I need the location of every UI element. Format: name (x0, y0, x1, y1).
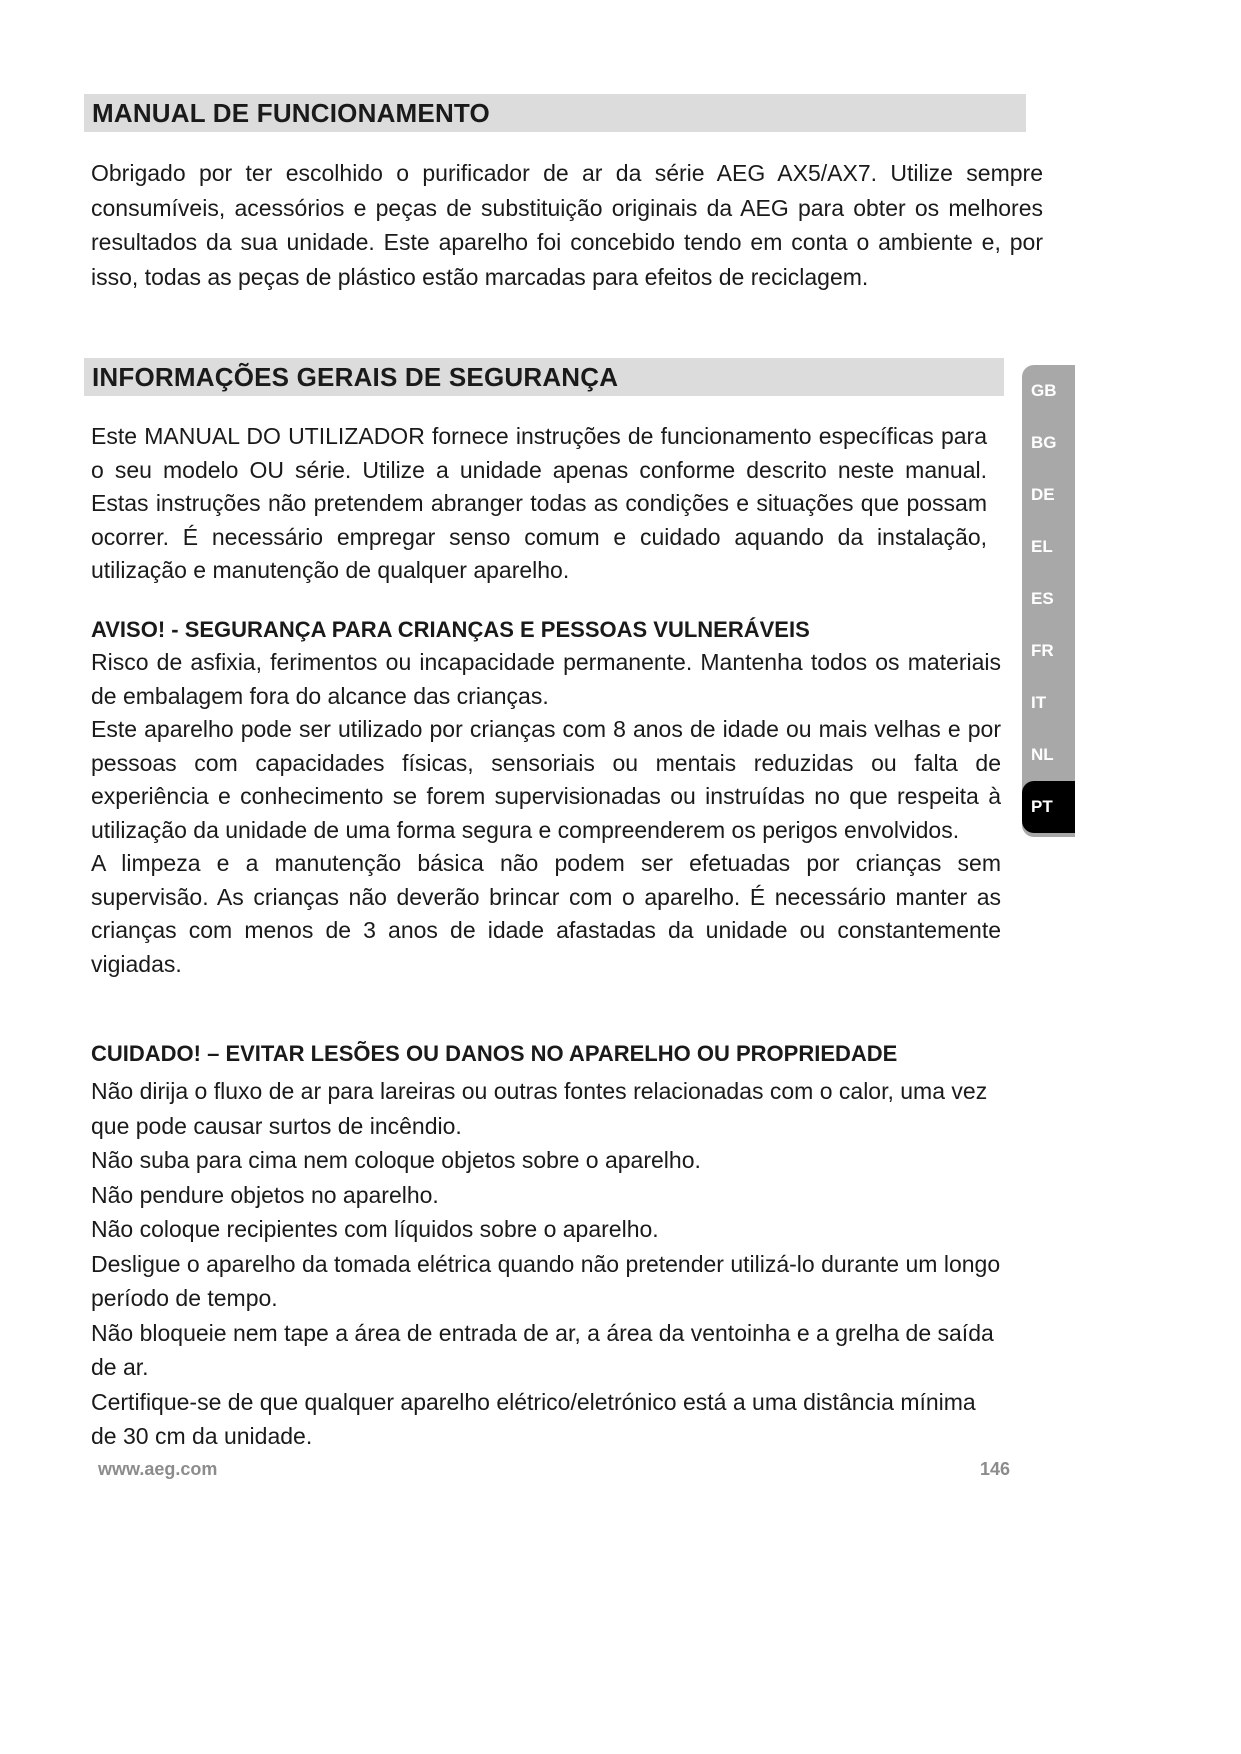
lang-tab-gb[interactable]: GB (1031, 381, 1057, 400)
warning-paragraph: A limpeza e a manutenção básica não podem ser efetuadas por crianças sem supervisão. As crianças não deverão brincar com o aparelho. É necessário manter as crianças com menos de 3 anos de idade afastadas da unidade ou constantemente vigiadas. (91, 850, 1001, 977)
lang-tab-bg[interactable]: BG (1031, 433, 1057, 452)
lang-tab-fr[interactable]: FR (1031, 641, 1054, 660)
warning-heading: AVISO! - SEGURANÇA PARA CRIANÇAS E PESSOAS VULNERÁVEIS (91, 617, 810, 642)
caution-paragraph: Não coloque recipientes com líquidos sobre o aparelho. (91, 1216, 659, 1242)
lang-tab-de[interactable]: DE (1031, 485, 1055, 504)
caution-paragraph: Certifique-se de que qualquer aparelho elétrico/eletrónico está a uma distância mínima de 30 cm da unidade. (91, 1388, 976, 1449)
section-title-safety (84, 358, 1004, 396)
lang-tab-pt[interactable]: PT (1022, 781, 1075, 833)
caution-paragraph: Não pendure objetos no aparelho. (91, 1181, 439, 1208)
intro-paragraph: Obrigado por ter escolhido o purificador de ar da série AEG AX5/AX7. Utilize sempre consumíveis, acessórios e peças de substituição originais da AEG para obter os melhores resultados da sua unidade. Este aparelho foi concebido tendo em conta o ambiente e, por isso, todas as peças de plástico estão marcadas para efeitos de reciclagem. (91, 160, 1043, 290)
warning-paragraph: Risco de asfixia, ferimentos ou incapacidade permanente. Mantenha todos os materiais de embalagem fora do alcance das crianças. (91, 649, 1001, 709)
lang-tab-nl[interactable]: NL (1031, 745, 1054, 764)
caution-heading: CUIDADO! – EVITAR LESÕES OU DANOS NO APARELHO OU PROPRIEDADE (91, 1041, 898, 1066)
page-number: 146 (980, 1459, 1011, 1479)
caution-text-block (91, 1074, 1003, 1454)
caution-paragraph: Não suba para cima nem coloque objetos sobre o aparelho. (91, 1147, 701, 1173)
footer-url: www.aeg.com (98, 1459, 218, 1479)
section-title-manual-text: MANUAL DE FUNCIONAMENTO (92, 97, 490, 128)
caution-paragraph: Não bloqueie nem tape a área de entrada de ar, a área da ventoinha e a grelha de saída de ar. (91, 1319, 994, 1380)
section-title-safety-text: INFORMAÇÕES GERAIS DE SEGURANÇA (92, 361, 619, 392)
lang-tab-it[interactable]: IT (1031, 693, 1047, 712)
caution-paragraph: Desligue o aparelho da tomada elétrica quando não pretender utilizá-lo durante um longo período de tempo. (91, 1250, 1001, 1311)
lang-tab-es[interactable]: ES (1031, 589, 1054, 608)
warning-paragraph: Este aparelho pode ser utilizado por crianças com 8 anos de idade ou mais velhas e por pessoas com capacidades físicas, sensoriais ou mentais reduzidas ou falta de experiência e conhecimento se forem supervisionadas ou instruídas no que respeita à utilização da unidade de uma forma segura e compreenderem os perigos envolvidos. (91, 716, 1001, 843)
safety-intro-paragraph: Este MANUAL DO UTILIZADOR fornece instruções de funcionamento específicas para o seu modelo OU série. Utilize a unidade apenas conforme descrito neste manual. Estas instruções não pretendem abranger todas as condições e situações que possam ocorrer. É necessário empregar senso comum e cuidado aquando da instalação, utilização e manutenção de qualquer aparelho. (91, 423, 987, 583)
section-title-manual (84, 94, 1026, 132)
lang-tab-el[interactable]: EL (1031, 537, 1053, 556)
warning-text-block (91, 646, 1001, 981)
language-tabs (1022, 365, 1075, 837)
caution-paragraph: Não dirija o fluxo de ar para lareiras ou outras fontes relacionadas com o calor, uma vez que pode causar surtos de incêndio. (91, 1078, 988, 1139)
